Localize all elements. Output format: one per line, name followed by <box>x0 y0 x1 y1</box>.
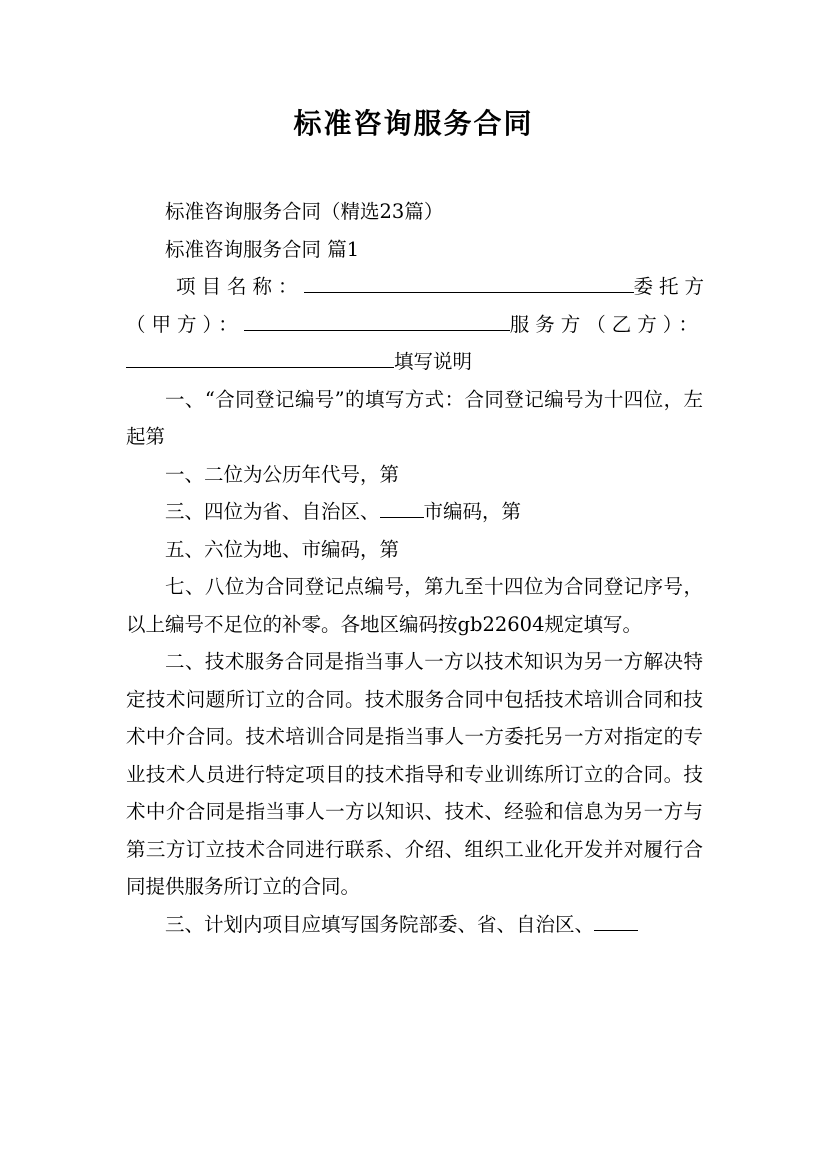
part-line: 标准咨询服务合同 篇1 <box>165 237 360 261</box>
paragraph-5: 七、八位为合同登记点编号，第九至十四位为合同登记序号，以上编号不足位的补零。各地区编码按gb22604规定填写。 <box>126 575 703 636</box>
provider-blank <box>126 349 394 368</box>
document-body <box>126 193 711 943</box>
project-name-blank <box>304 274 634 293</box>
paragraph-3 <box>126 493 703 531</box>
paragraph-7-text: 三、计划内项目应填写国务院部委、省、自治区、 <box>165 912 595 936</box>
paragraph-7 <box>126 906 703 944</box>
paragraph-2: 一、二位为公历年代号，第 <box>165 462 400 486</box>
paragraph-3-start: 三、四位为省、自治区、 <box>165 500 380 523</box>
client-label-prefix: 委托方 <box>633 275 711 298</box>
client-label-suffix: （甲方）： <box>126 312 244 336</box>
paragraph-1: 一、“合同登记编号”的填写方式：合同登记编号为十四位，左起第 <box>126 387 703 448</box>
paragraph-7-blank <box>594 912 638 931</box>
provider-row <box>126 343 703 381</box>
paragraph-6: 二、技术服务合同是指当事人一方以技术知识为另一方解决特定技术问题所订立的合同。技术服务合同中包括技术培训合同和技术中介合同。技术培训合同是指当事人一方委托另一方对指定的专业技术人员进行特定项目的技术指导和专业训练所订立的合同。技术中介合同是指当事人一方以知识、技术、经验和信息为另一方与第三方订立技术合同进行联系、介绍、组织工业化开发并对履行合同提供服务所订立的合同。 <box>126 650 703 898</box>
paragraph-3-end: 市编码，第 <box>423 500 522 523</box>
paragraph-3-blank <box>380 499 424 518</box>
project-name-label: 项目名称： <box>176 275 304 298</box>
fill-instructions-label: 填写说明 <box>394 350 473 373</box>
party-info-block <box>126 268 711 381</box>
provider-label: 服务方（乙方）： <box>509 312 705 336</box>
project-name-row <box>126 268 711 306</box>
intro-line: 标准咨询服务合同（精选23篇） <box>165 200 444 223</box>
paragraph-4: 五、六位为地、市编码，第 <box>165 537 400 561</box>
client-provider-row <box>126 306 703 344</box>
client-blank <box>244 312 510 331</box>
document-title: 标准咨询服务合同 <box>293 107 534 140</box>
